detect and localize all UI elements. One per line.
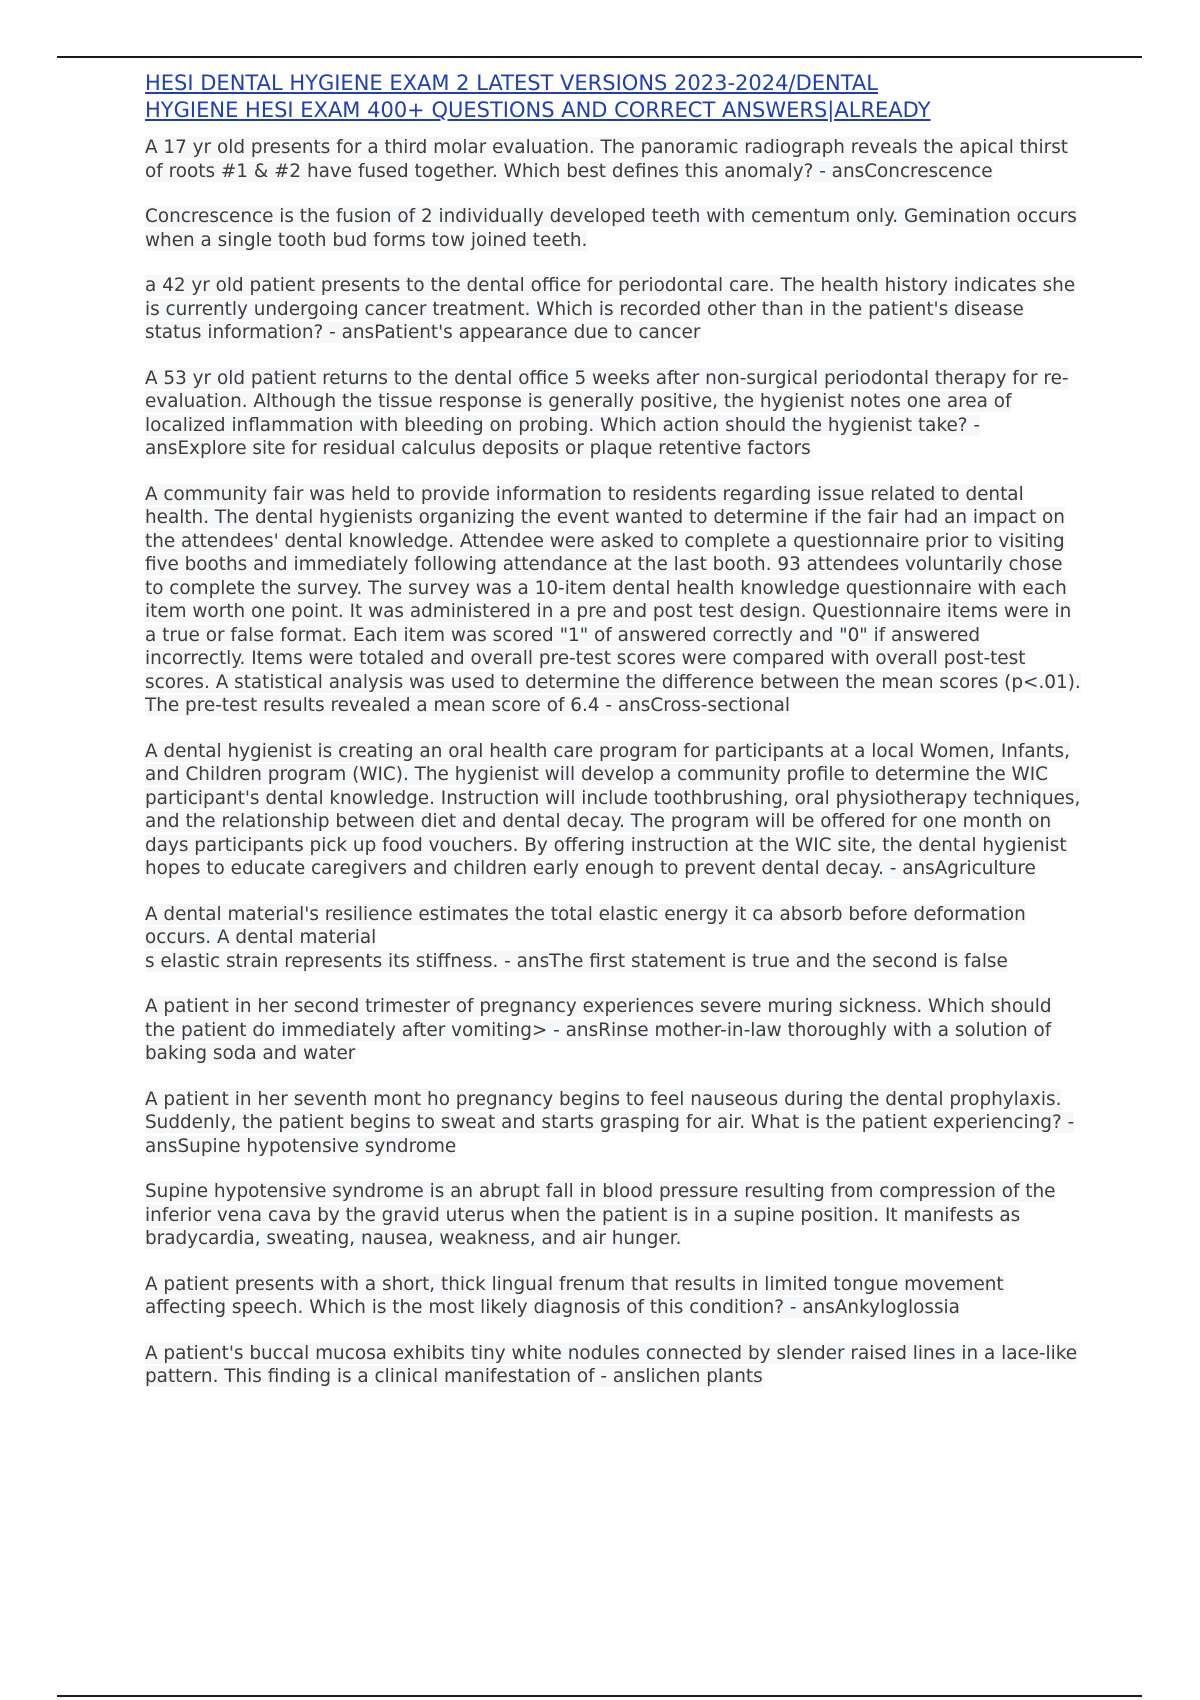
qa-text: Concrescence is the fusion of 2 individually developed teeth with cementum only. Gemination occurs when a single tooth bud forms tow joined teeth. <box>145 206 1077 251</box>
qa-text: Supine hypotensive syndrome is an abrupt fall in blood pressure resulting from compression of the inferior vena cava by the gravid uterus when the patient is in a supine position. It manifests as bradycardia, sweating, nausea, weakness, and air hunger. <box>145 1181 1056 1249</box>
document-body <box>145 70 1085 1411</box>
top-rule <box>57 56 1142 58</box>
bottom-rule <box>57 1695 1142 1697</box>
title-link-line2[interactable]: HESI EXAM 400+ QUESTIONS AND CORRECT ANSWERS|ALREADY <box>245 98 931 122</box>
qa-paragraph <box>145 367 1085 461</box>
qa-paragraph <box>145 995 1085 1066</box>
qa-text: a 42 yr old patient presents to the dental office for periodontal care. The health history indicates she is currently undergoing cancer treatment. Which is recorded other than in the patient's disease status information? - ansPatient's appearance due to cancer <box>145 275 1076 343</box>
qa-paragraph <box>145 740 1085 881</box>
title-link-line1[interactable]: HESI DENTAL HYGIENE EXAM 2 LATEST VERSIONS 2023-2024/DENTAL <box>145 71 878 95</box>
qa-text: A community fair was held to provide information to residents regarding issue related to dental health. The dental hygienists organizing the event wanted to determine if the fair had an impact on the attendees' dental knowledge. Attendee were asked to complete a questionnaire prior to visiting five booths and immediately following attendance at the last booth. 93 attendees voluntarily chose to complete the survey. The survey was a 10-item dental health knowledge questionnaire with each item worth one point. It was administered in a pre and post test design. Questionnaire items were in a true or false format. Each item was scored "1" of answered correctly and "0" if answered incorrectly. Items were totaled and overall pre-test scores were compared with overall post-test scores. A statistical analysis was used to determine the difference between the mean scores (p<.01). The pre-test results revealed a mean score of 6.4 - ansCross-sectional <box>145 483 1081 716</box>
qa-text: A dental hygienist is creating an oral health care program for participants at a local Women, Infants, and Children program (WIC). The hygienist will develop a community profile to determine the WIC participant's dental knowledge. Instruction will include toothbrushing, oral physiotherapy techniques, and the relationship between diet and dental decay. The program will be offered for one month on days participants pick up food vouchers. By offering instruction at the WIC site, the dental hygienist hopes to educate caregivers and children early enough to prevent dental decay. - ansAgriculture <box>145 740 1081 879</box>
title-link-hygiene[interactable]: HYGIENE <box>145 98 239 122</box>
qa-paragraph <box>145 1273 1085 1320</box>
qa-paragraph <box>145 205 1085 252</box>
qa-paragraph <box>145 903 1085 974</box>
qa-paragraph <box>145 483 1085 718</box>
qa-paragraph <box>145 1088 1085 1159</box>
qa-text: A dental material's resilience estimates the total elastic energy it ca absorb before deformation occurs. A dental material s elastic strain represents its stiffness. - ansThe first statement is true and the second is false <box>145 903 1026 972</box>
qa-text: A 17 yr old presents for a third molar evaluation. The panoramic radiograph reveals the apical thirst of roots #1 & #2 have fused together. Which best defines this anomaly? - ansConcrescence <box>145 137 1069 182</box>
qa-paragraph <box>145 136 1085 183</box>
qa-paragraph <box>145 274 1085 345</box>
qa-text: A 53 yr old patient returns to the dental office 5 weeks after non-surgical periodontal therapy for re- evaluation. Although the tissue response is generally positive, the hygienist notes one area of localized inflammation with bleeding on probing. Which action should the hygienist take? - ansExplore site for residual calculus deposits or plaque retentive factors <box>145 367 1069 459</box>
qa-text: A patient in her second trimester of pregnancy experiences severe muring sickness. Which should the patient do immediately after vomiting> - ansRinse mother-in-law thoroughly with a solution of baking soda and water <box>145 996 1052 1064</box>
qa-text: A patient in her seventh mont ho pregnancy begins to feel nauseous during the dental prophylaxis. Suddenly, the patient begins to sweat and starts grasping for air. What is the patient experiencing? - ansSupine hypotensive syndrome <box>145 1088 1075 1157</box>
document-title <box>145 70 1085 124</box>
qa-text: A patient presents with a short, thick lingual frenum that results in limited tongue movement affecting speech. Which is the most likely diagnosis of this condition? - ansAnkyloglossia <box>145 1273 1004 1318</box>
qa-paragraph <box>145 1342 1085 1389</box>
qa-text: A patient's buccal mucosa exhibits tiny white nodules connected by slender raised lines in a lace-like pattern. This finding is a clinical manifestation of - anslichen plants <box>145 1342 1078 1387</box>
qa-paragraph <box>145 1180 1085 1251</box>
